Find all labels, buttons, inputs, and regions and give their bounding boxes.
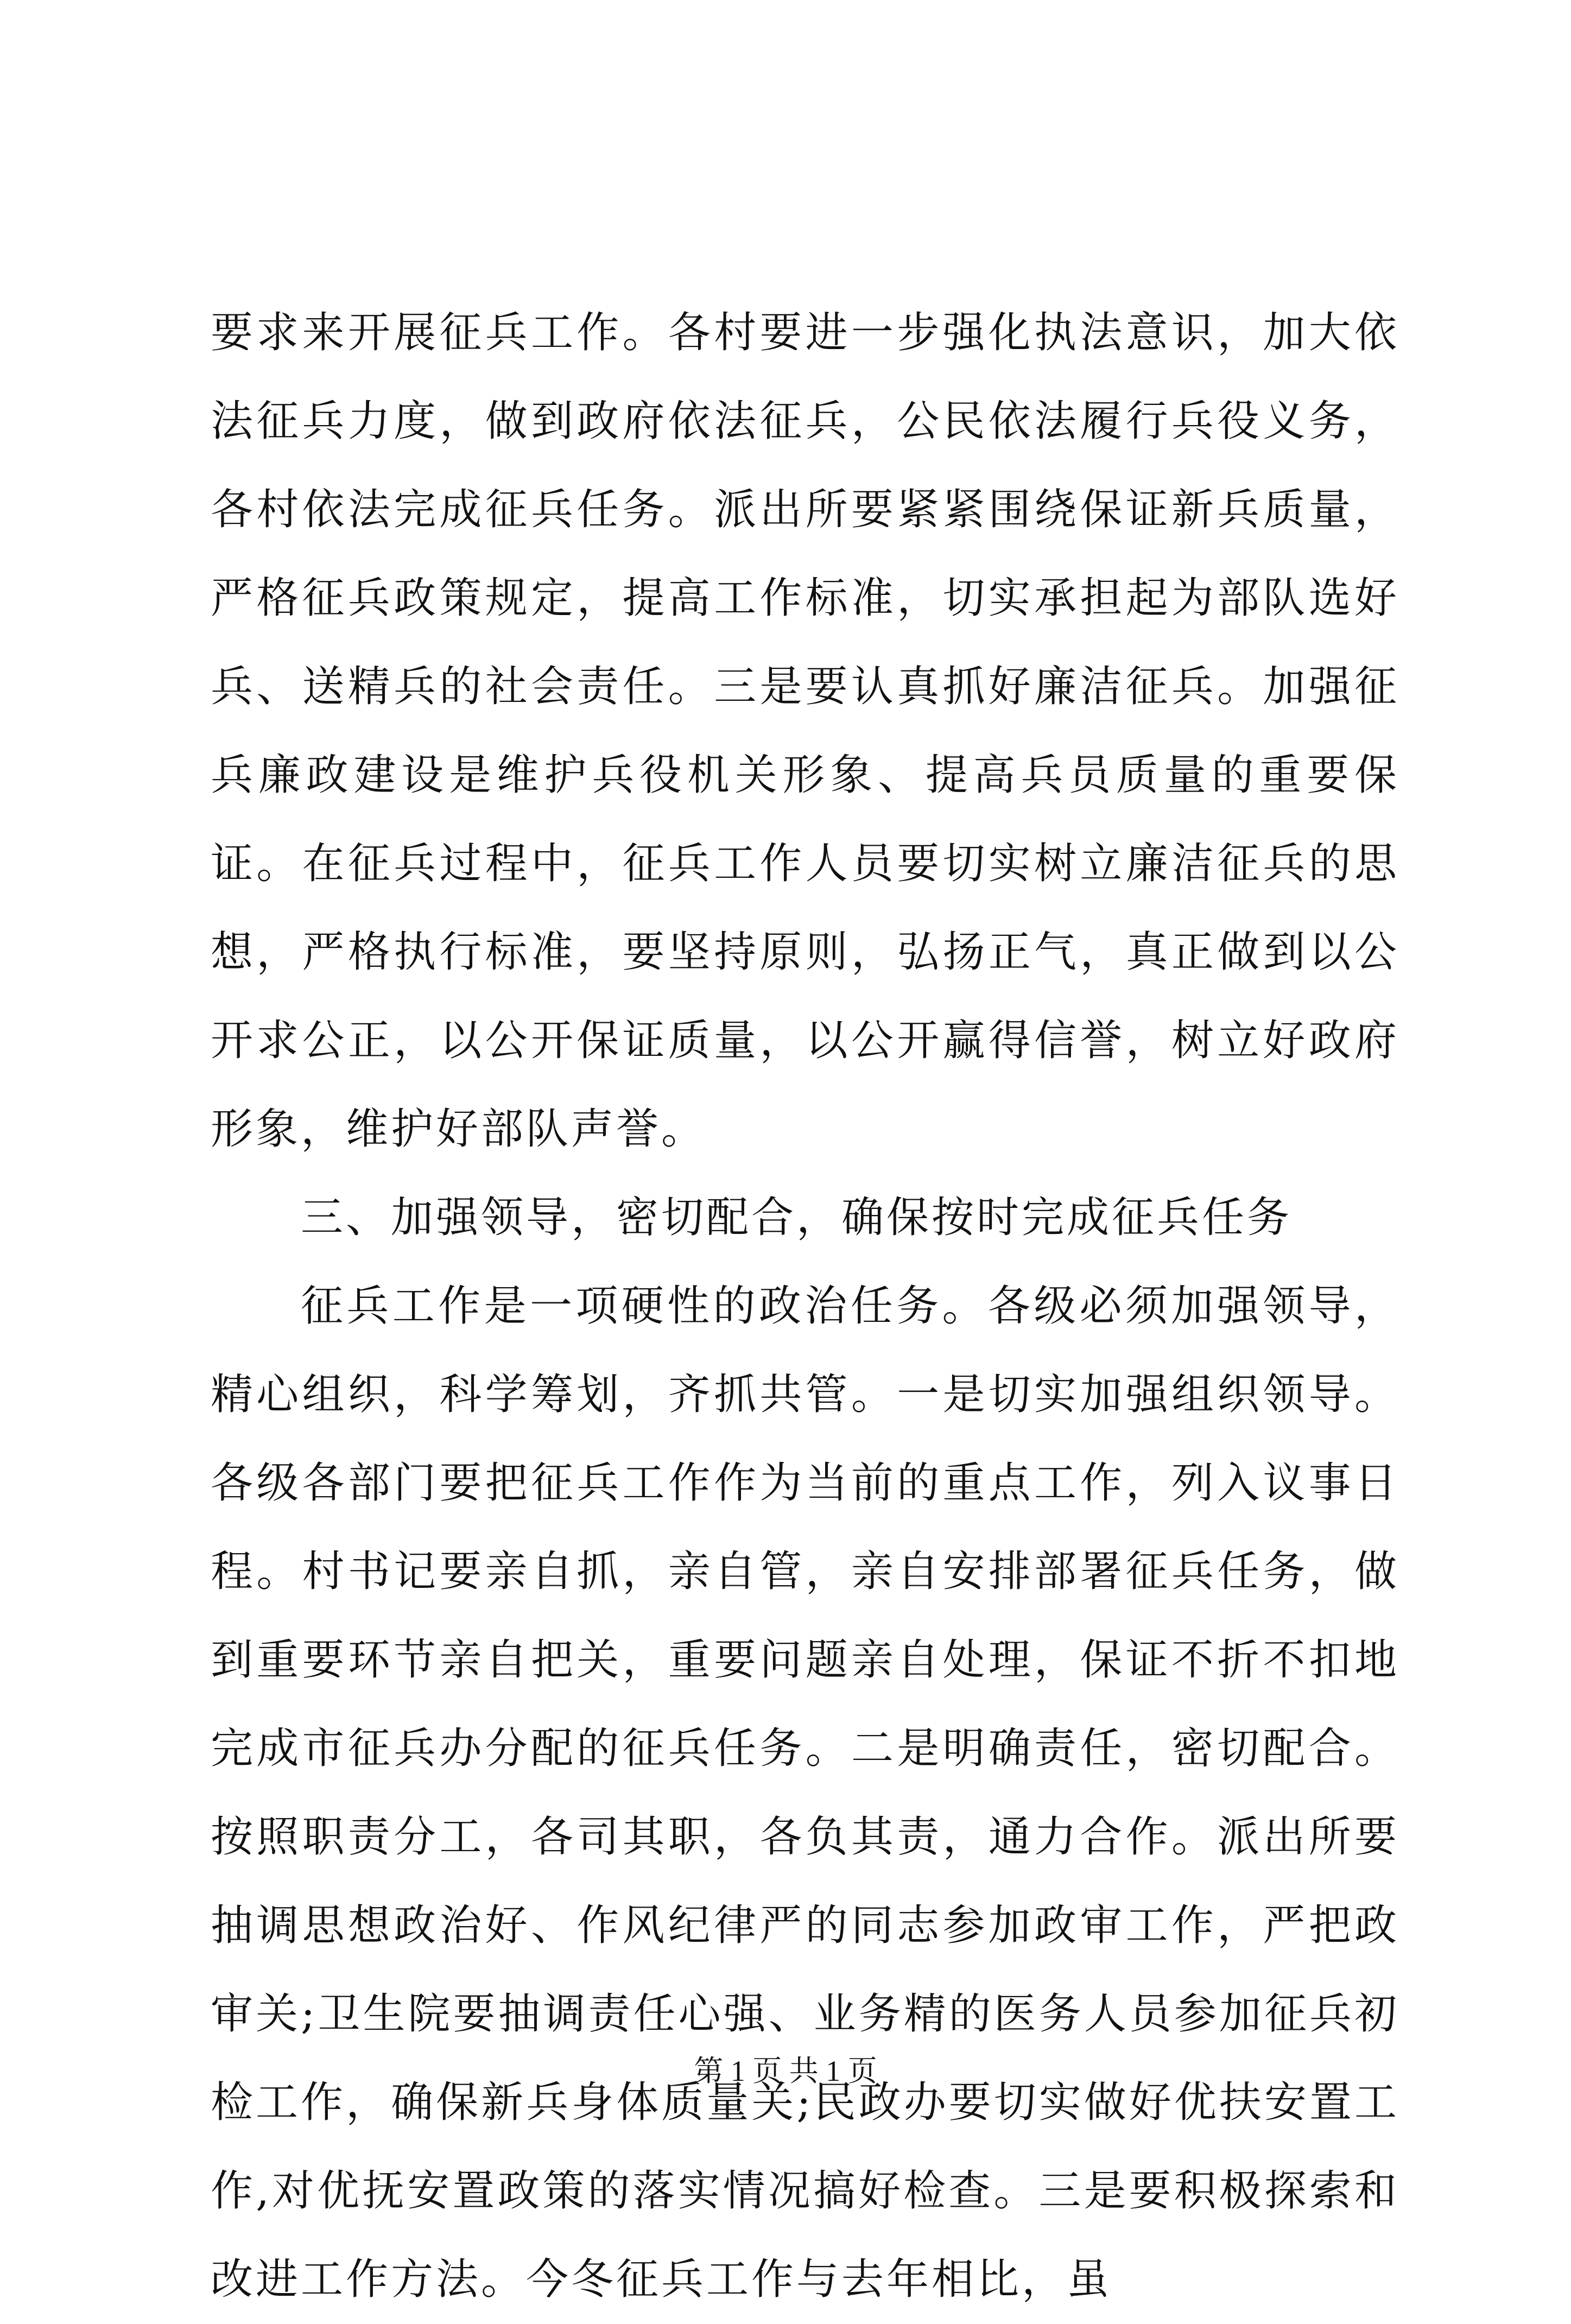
section-heading: 三、加强领导，密切配合，确保按时完成征兵任务 [301, 1193, 1293, 1242]
page-number-label: 第 1 页 共 1 页 [694, 2055, 877, 2087]
paragraph-body: 征兵工作是一项硬性的政治任务。各级必须加强领导，精心组织，科学筹划，齐抓共管。一是切实加强组织领导。各级各部门要把征兵工作作为当前的重点工作，列入议事日程。村书记要亲自抓，亲自管，亲自安排部署征兵任务，做到重要环节亲自把关，重要问题亲自处理，保证不折不扣地完成市征兵办分配的征兵任务。二是明确责任，密切配合。按照职责分工，各司其职，各负其责，通力合作。派出所要抽调思想政治好、作风纪律严的同志参加政审工作，严把政审关;卫生院要抽调责任心强、业务精的医务人员参加征兵初检工作，确保新兵身体质量关;民政办要切实做好优扶安置工作,对优抚安置政策的落实情况搞好检查。三是要积极探索和改进工作方法。今冬征兵工作与去年相比，虽 [211, 1282, 1399, 2304]
page-footer [0, 2049, 1571, 2093]
document-body [211, 289, 1399, 2324]
paragraph-continuation: 要求来开展征兵工作。各村要进一步强化执法意识，加大依法征兵力度，做到政府依法征兵，公民依法履行兵役义务，各村依法完成征兵任务。派出所要紧紧围绕保证新兵质量，严格征兵政策规定，提高工作标准，切实承担起为部队选好兵、送精兵的社会责任。三是要认真抓好廉洁征兵。加强征兵廉政建设是维护兵役机关形象、提高兵员质量的重要保证。在征兵过程中，征兵工作人员要切实树立廉洁征兵的思想，严格执行标准，要坚持原则，弘扬正气，真正做到以公开求公正，以公开保证质量，以公开赢得信誉，树立好政府形象，维护好部队声誉。 [211, 308, 1399, 1154]
